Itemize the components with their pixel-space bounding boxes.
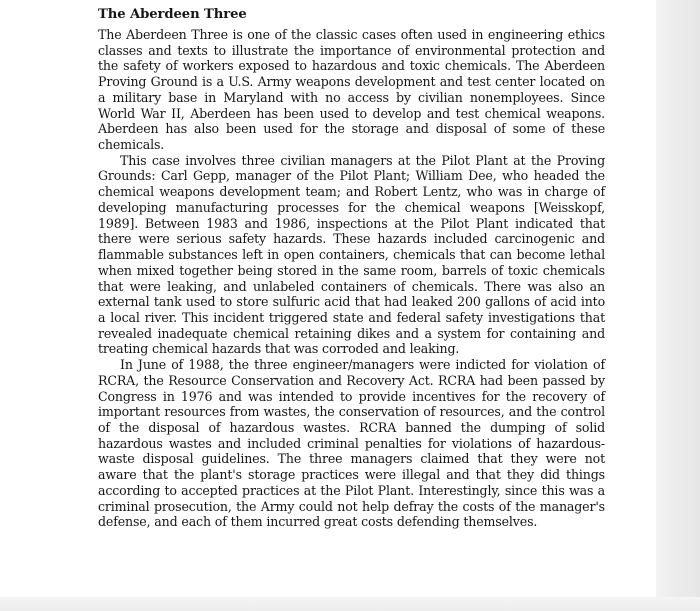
- page-edge-right: [656, 0, 700, 611]
- paragraph-3: In June of 1988, the three engineer/managers were indicted for violation of RCRA, the Resource Conservation and Recovery Act. RCRA had been passed by Congress in 1976 and was intended to provide incentives for the recovery of important resources from wastes, the conservation of resources, and the control of the disposal of hazardous wastes. RCRA banned the dumping of solid hazardous wastes and included criminal penalties for violations of hazardous-waste disposal guidelines. The three managers claimed that they were not aware that the plant's storage practices were illegal and that they did things according to accepted practices at the Pilot Plant. Interestingly, since this was a criminal prosecution, the Army could not help defray the costs of the manager's defense, and each of them incurred great costs defending themselves.: [98, 357, 605, 530]
- document-title: The Aberdeen Three: [98, 7, 247, 22]
- paragraph-2: This case involves three civilian managers at the Pilot Plant at the Proving Grounds: Carl Gepp, manager of the Pilot Plant; William Dee, who headed the chemical weapons development team; and Robert Lentz, who was in charge of developing manufacturing processes for the chemical weapons [Weisskopf, 1989]. Between 1983 and 1986, inspections at the Pilot Plant indicated that there were serious safety hazards. These hazards included carcinogenic and flammable substances left in open containers, chemicals that can become lethal when mixed together being stored in the same room, barrels of toxic chemicals that were leaking, and unlabeled containers of chemicals. There was also an external tank used to store sulfuric acid that had leaked 200 gallons of acid into a local river. This incident triggered state and federal safety investigations that revealed inadequate chemical retaining dikes and a system for containing and treating chemical hazards that was corroded and leaking.: [98, 152, 605, 357]
- paragraph-1: The Aberdeen Three is one of the classic cases often used in engineering ethics classes and texts to illustrate the importance of environmental protection and the safety of workers exposed to hazardous and toxic chemicals. The Aberdeen Proving Ground is a U.S. Army weapons development and test center located on a military base in Maryland with no access by civilian nonemployees. Since World War II, Aberdeen has been used to develop and test chemical weapons. Aberdeen has also been used for the storage and disposal of some of these chemicals.: [98, 27, 605, 153]
- page-edge-bottom: [0, 597, 700, 611]
- document-body: [98, 6, 605, 530]
